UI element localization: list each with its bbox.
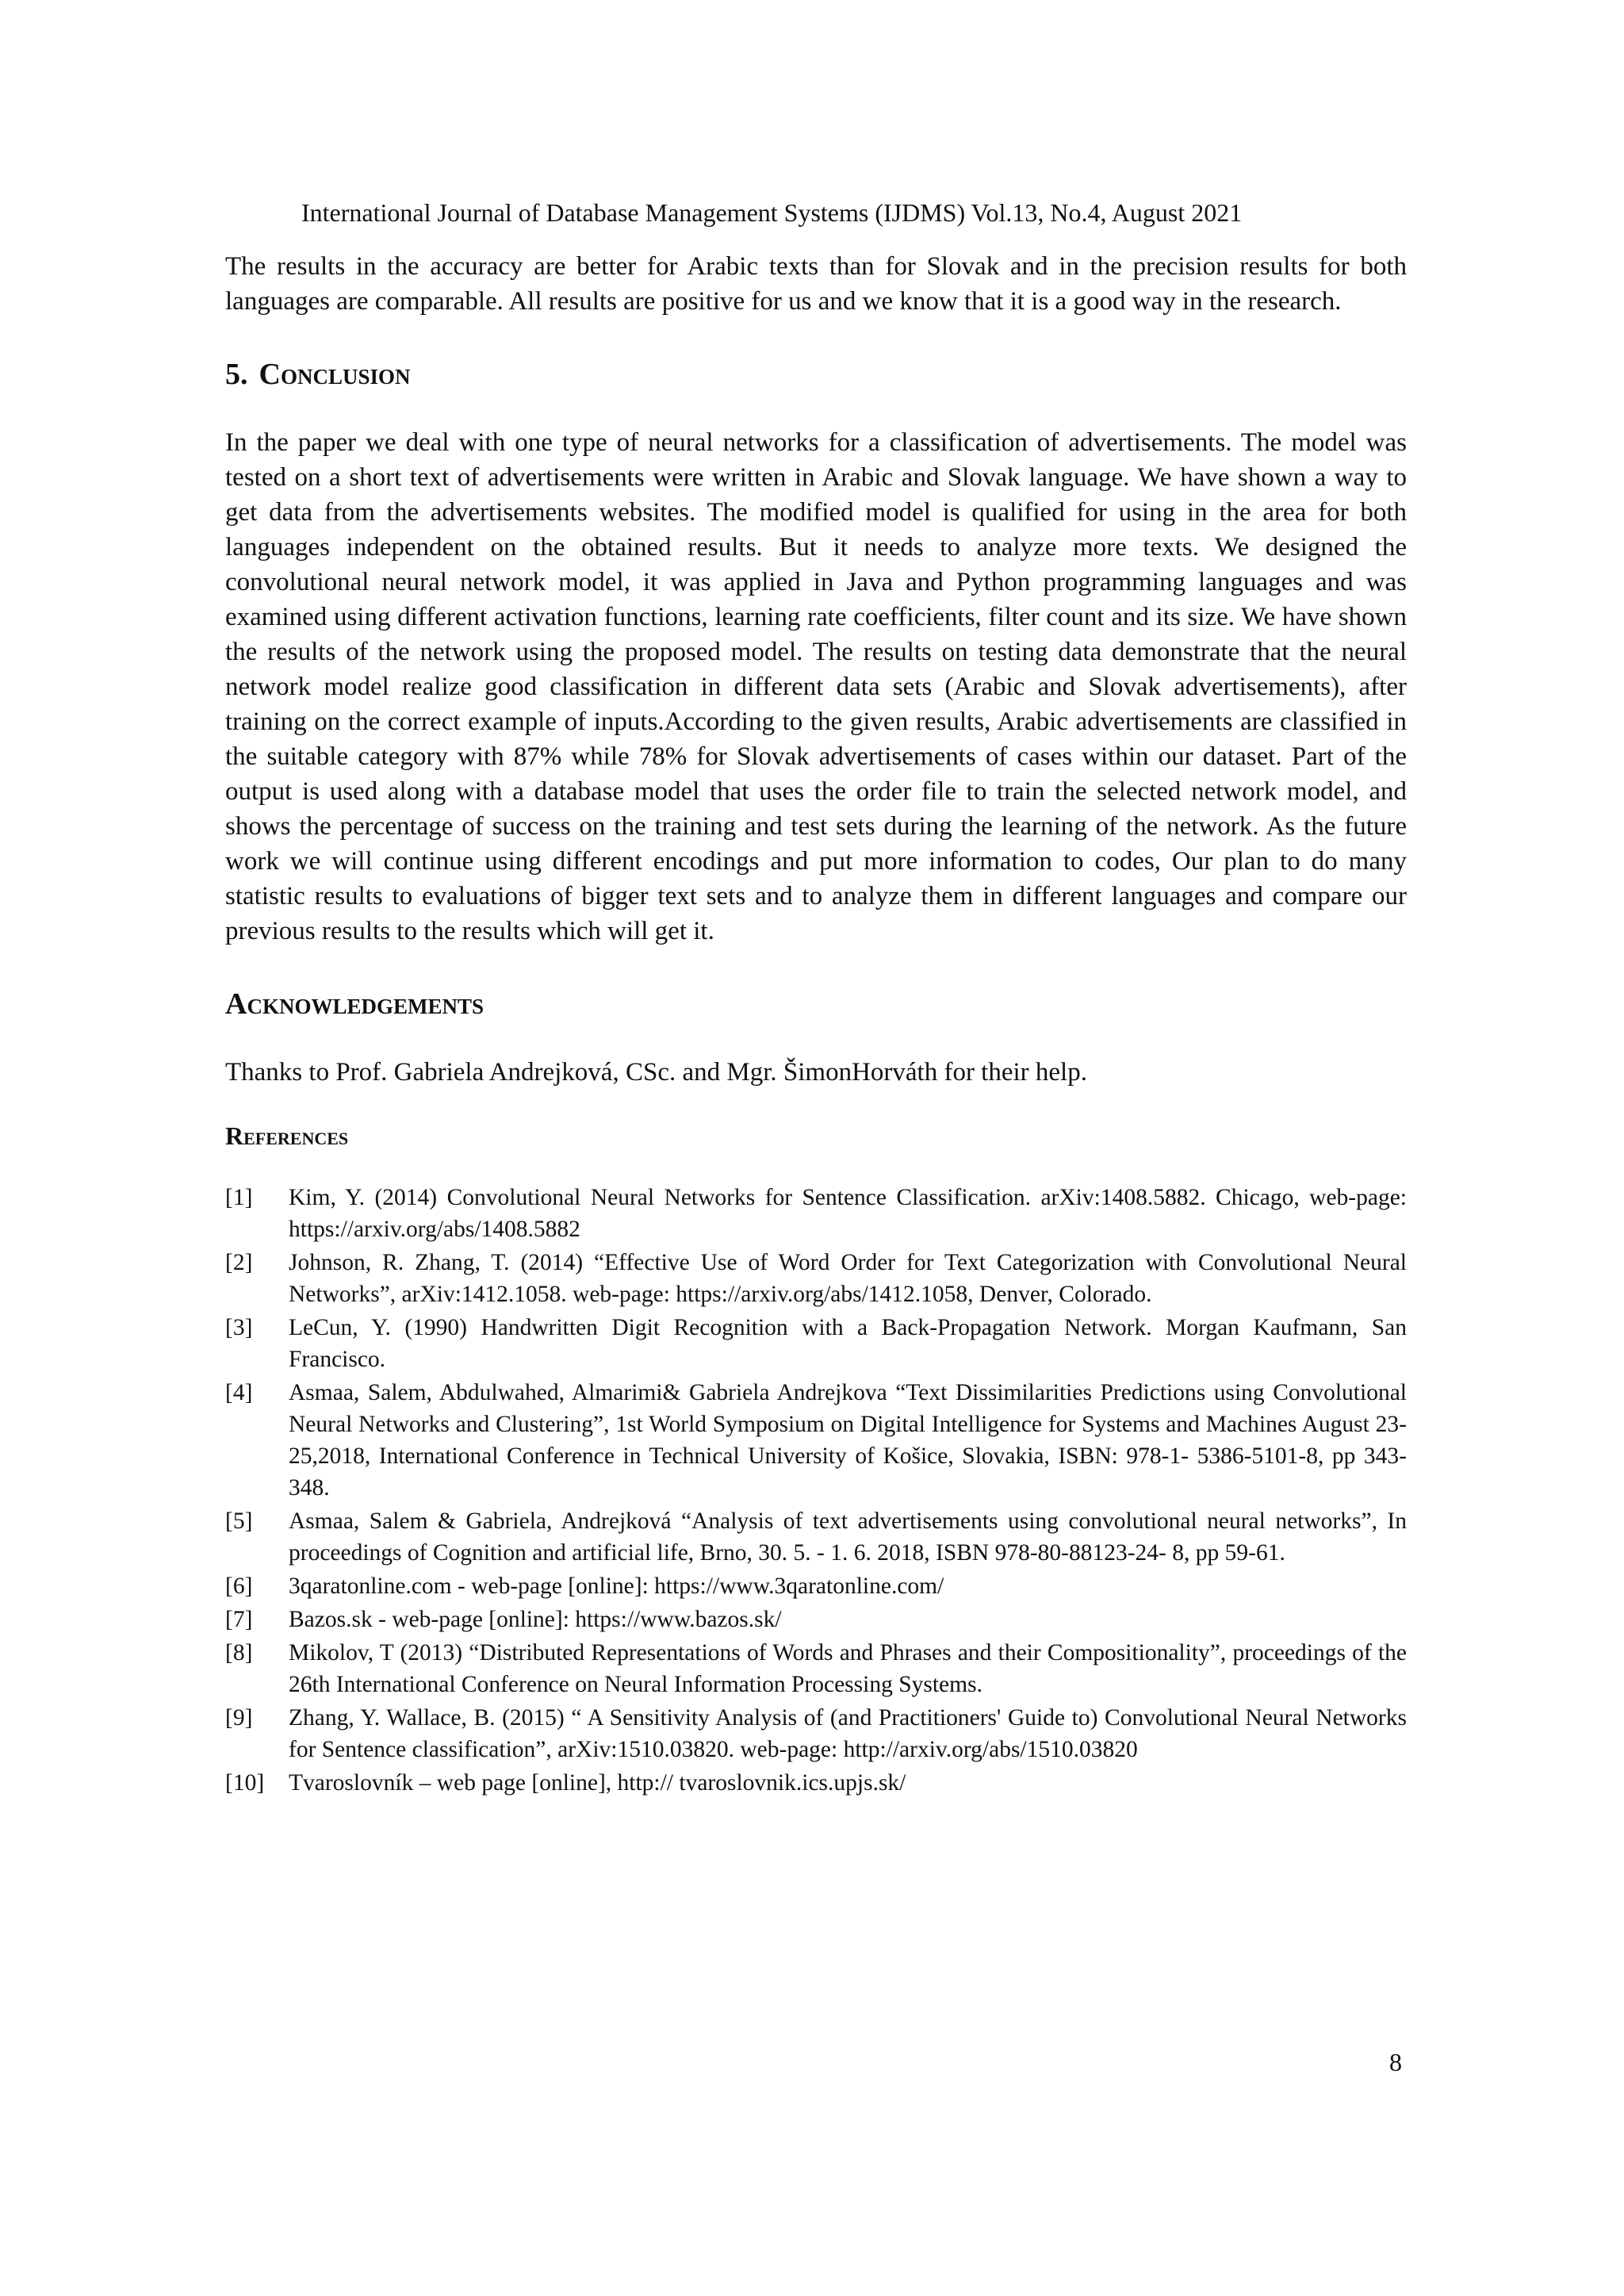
intro-paragraph: The results in the accuracy are better for Arabic texts than for Slovak and in the precision results for both languages are comparable. All results are positive for us and we know that it is a good way in the research. [225, 252, 1407, 316]
reference-item [225, 1604, 1407, 1635]
reference-text: 3qaratonline.com - web-page [online]: https://www.3qaratonline.com/ [289, 1573, 944, 1599]
reference-number: [2] [225, 1250, 253, 1275]
reference-number: [1] [225, 1185, 253, 1210]
reference-text: Asmaa, Salem & Gabriela, Andrejková “Analysis of text advertisements using convolutional neural networks”, In proceedings of Cognition and artificial life, Brno, 30. 5. - 1. 6. 2018, ISBN 978-80-88123-24- 8, pp 59-61. [289, 1508, 1407, 1566]
acknowledgements-heading: Acknowledgements [225, 987, 484, 1021]
reference-item [225, 1702, 1407, 1765]
section-title: Conclusion [259, 358, 411, 391]
reference-text: Bazos.sk - web-page [online]: https://www.bazos.sk/ [289, 1607, 782, 1632]
page-number: 8 [1389, 2048, 1402, 2076]
reference-item [225, 1247, 1407, 1310]
reference-number: [4] [225, 1380, 253, 1405]
references-list [225, 1182, 1407, 1799]
reference-text: Mikolov, T (2013) “Distributed Representations of Words and Phrases and their Compositionality”, proceedings of the 26th International Conference on Neural Information Processing Systems. [289, 1640, 1407, 1697]
reference-text: Tvaroslovník – web page [online], http:// tvaroslovnik.ics.upjs.sk/ [289, 1770, 906, 1796]
reference-item [225, 1570, 1407, 1602]
running-header: International Journal of Database Management Systems (IJDMS) Vol.13, No.4, August 2021 [301, 198, 1243, 227]
section-number: 5. [225, 358, 248, 391]
reference-number: [8] [225, 1640, 253, 1665]
reference-item [225, 1767, 1407, 1799]
reference-text: Zhang, Y. Wallace, B. (2015) “ A Sensitivity Analysis of (and Practitioners' Guide to) Convolutional Neural Networks for Sentence classification”, arXiv:1510.03820. web-page: http://arxiv.org/abs/1510.03820 [289, 1705, 1407, 1762]
reference-text: LeCun, Y. (1990) Handwritten Digit Recognition with a Back-Propagation Network. Morgan Kaufmann, San Francisco. [289, 1315, 1407, 1372]
reference-number: [6] [225, 1573, 253, 1599]
references-heading: References [225, 1121, 349, 1150]
reference-item [225, 1505, 1407, 1569]
conclusion-heading [225, 355, 1407, 393]
conclusion-body: In the paper we deal with one type of neural networks for a classification of advertisements. The model was tested on a short text of advertisements were written in Arabic and Slovak language. We have shown a way to get data from the advertisements websites. The modified model is qualified for using in the area for both languages independent on the obtained results. But it needs to analyze more texts. We designed the convolutional neural network model, it was applied in Java and Python programming languages and was examined using different activation functions, learning rate coefficients, filter count and its size. We have shown the results of the network using the proposed model. The results on testing data demonstrate that the neural network model realize good classification in different data sets (Arabic and Slovak advertisements), after training on the correct example of inputs.According to the given results, Arabic advertisements are classified in the suitable category with 87% while 78% for Slovak advertisements of cases within our dataset. Part of the output is used along with a database model that uses the order file to train the selected network model, and shows the percentage of success on the training and test sets during the learning of the network. As the future work we will continue using different encodings and put more information to codes, Our plan to do many statistic results to evaluations of bigger text sets and to analyze them in different languages and compare our previous results to the results which will get it. [225, 428, 1407, 945]
reference-number: [9] [225, 1705, 253, 1731]
reference-text: Johnson, R. Zhang, T. (2014) “Effective Use of Word Order for Text Categorization with Convolutional Neural Networks”, arXiv:1412.1058. web-page: https://arxiv.org/abs/1412.1058, Denver, Colorado. [289, 1250, 1407, 1307]
reference-number: [7] [225, 1607, 253, 1632]
reference-number: [5] [225, 1508, 253, 1534]
reference-item [225, 1637, 1407, 1700]
reference-item [225, 1312, 1407, 1375]
reference-text: Kim, Y. (2014) Convolutional Neural Networks for Sentence Classification. arXiv:1408.5882. Chicago, web-page: https://arxiv.org/abs/1408.5882 [289, 1185, 1407, 1242]
reference-item [225, 1182, 1407, 1245]
reference-item [225, 1377, 1407, 1504]
reference-number: [3] [225, 1315, 253, 1340]
reference-text: Asmaa, Salem, Abdulwahed, Almarimi& Gabriela Andrejkova “Text Dissimilarities Predictions using Convolutional Neural Networks and Clustering”, 1st World Symposium on Digital Intelligence for Systems and Machines August 23-25,2018, International Conference in Technical University of Košice, Slovakia, ISBN: 978-1- 5386-5101-8, pp 343-348. [289, 1380, 1407, 1501]
reference-number: [10] [225, 1770, 265, 1796]
acknowledgements-body: Thanks to Prof. Gabriela Andrejková, CSc. and Mgr. ŠimonHorváth for their help. [225, 1058, 1087, 1087]
page-content [225, 249, 1407, 1800]
